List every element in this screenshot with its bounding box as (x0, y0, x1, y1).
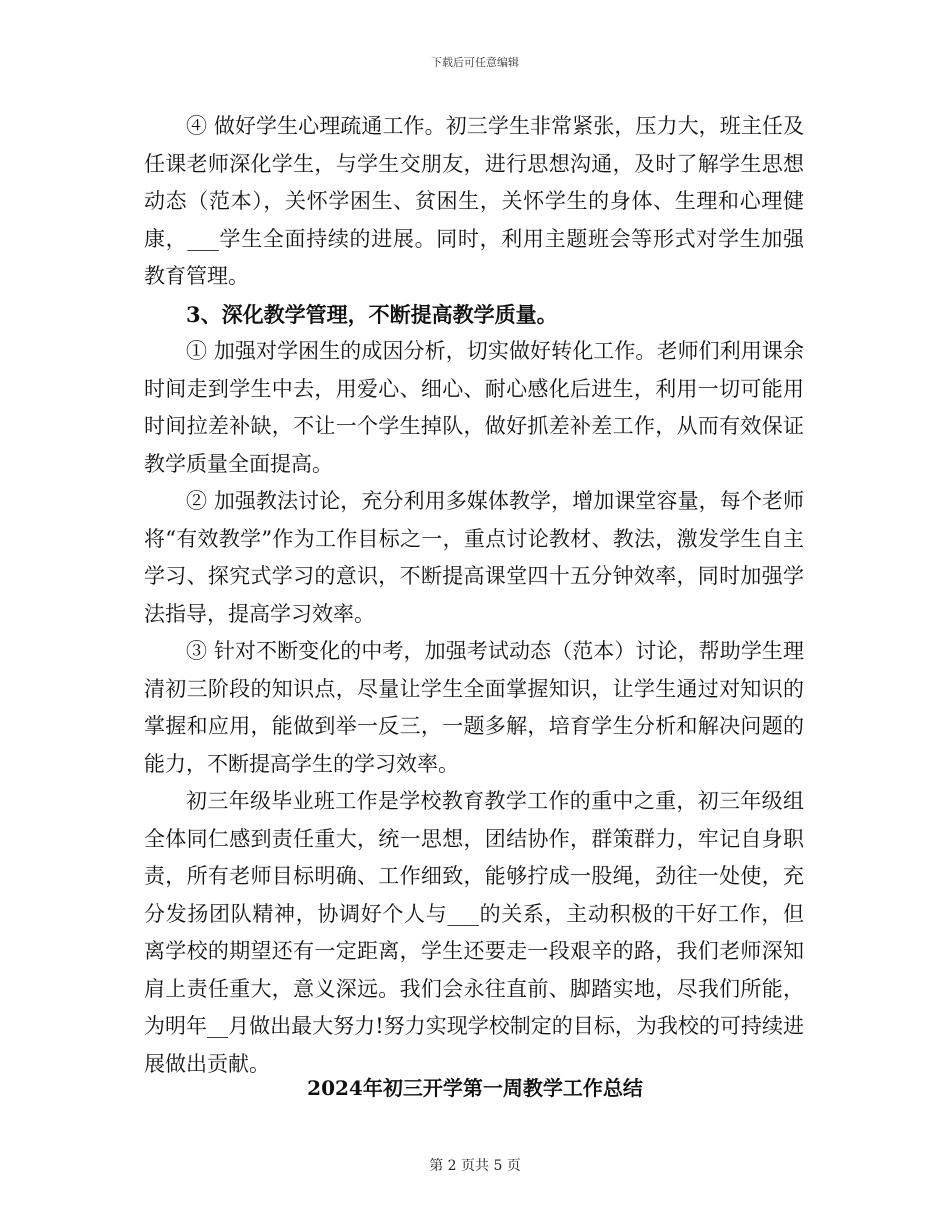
page-footer: 第 2 页共 5 页 (429, 1158, 521, 1174)
paragraph-teaching-methods: ② 加强教法讨论，充分利用多媒体教学，增加课堂容量，每个老师将“有效教学”作为工作目标之一，重点讨论教材、教法，激发学生自主学习、探究式学习的意识，不断提高课堂四十五分钟效率，同时加强学法指导，提高学习效率。 (144, 489, 804, 626)
next-section-title: 2024年初三开学第一周教学工作总结 (307, 1076, 643, 1100)
section-heading-teaching-management: 3、深化教学管理，不断提高教学质量。 (186, 301, 558, 327)
page-header: 下载后可任意编辑 (431, 56, 519, 69)
paragraph-psych-counseling: ④ 做好学生心理疏通工作。初三学生非常紧张，压力大，班主任及任课老师深化学生，与学生交朋友，进行思想沟通，及时了解学生思想动态（范本），关怀学困生、贫困生，关怀学生的身体、生理和心理健康，___学生全面持续的进展。同时，利用主题班会等形式对学生加强教育管理。 (144, 114, 804, 288)
paragraph-conclusion: 初三年级毕业班工作是学校教育教学工作的重中之重，初三年级组全体同仁感到责任重大，统一思想，团结协作，群策群力，牢记自身职责，所有老师目标明确、工作细致，能够拧成一股绳，劲往一处使，充分发扬团队精神，协调好个人与___的关系，主动积极的干好工作，但离学校的期望还有一定距离，学生还要走一段艰辛的路，我们老师深知肩上责任重大，意义深远。我们会永往直前、脚踏实地，尽我们所能，为明年__月做出最大努力!努力实现学校制定的目标，为我校的可持续进展做出贡献。 (144, 789, 804, 1076)
paragraph-struggling-students: ① 加强对学困生的成因分析，切实做好转化工作。老师们利用课余时间走到学生中去，用爱心、细心、耐心感化后进生，利用一切可能用时间拉差补缺，不让一个学生掉队，做好抓差补差工作，从而有效保证教学质量全面提高。 (144, 339, 804, 476)
document-body (144, 108, 804, 1083)
paragraph-exam-dynamics: ③ 针对不断变化的中考，加强考试动态（范本）讨论，帮助学生理清初三阶段的知识点，尽量让学生全面掌握知识，让学生通过对知识的掌握和应用，能做到举一反三，一题多解，培育学生分析和解决问题的能力，不断提高学生的学习效率。 (144, 639, 804, 776)
